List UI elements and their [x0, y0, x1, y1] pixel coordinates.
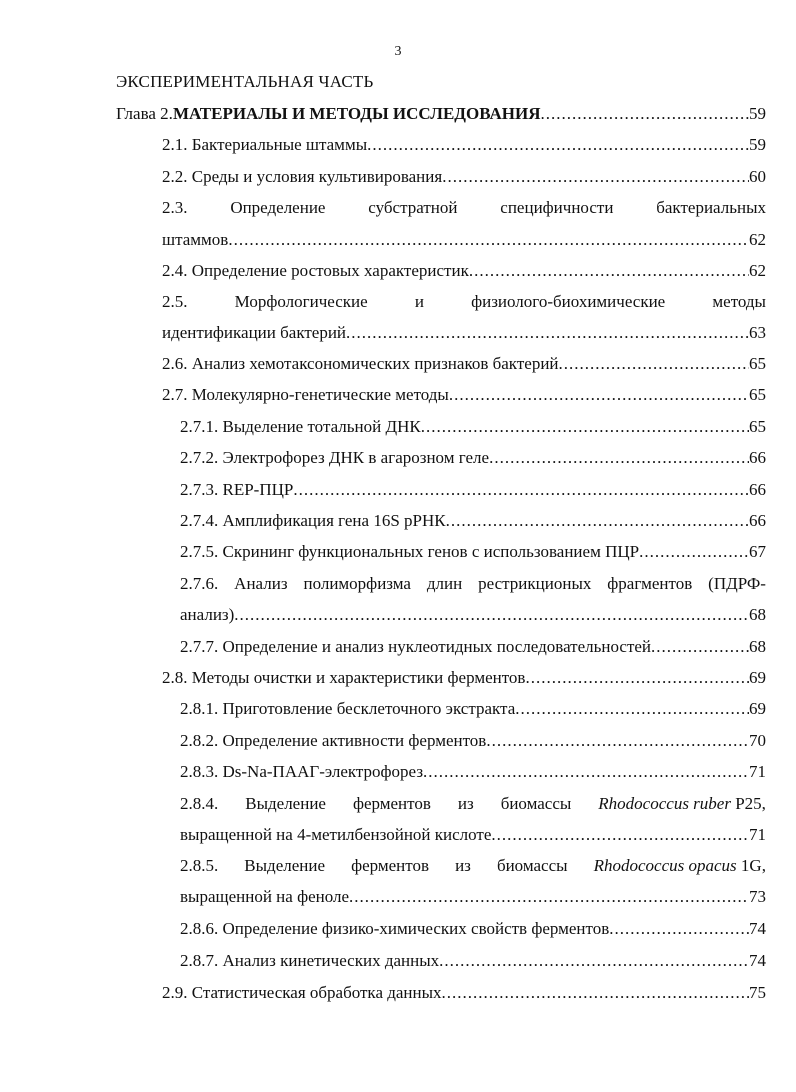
strain-name: P25, [730, 794, 766, 813]
chapter-prefix: Глава 2. [116, 104, 173, 123]
toc-word: Выделение [244, 856, 326, 875]
toc-page-number: 62 [749, 230, 766, 249]
toc-entry-text: 2.7.5. Скрининг функциональных генов с использованием ПЦР [180, 542, 640, 561]
organism-name: Rhodococcus opacus [593, 856, 737, 875]
toc-word: 2.8.5. [180, 856, 219, 875]
toc-page-number: 63 [749, 323, 766, 342]
toc-word: (ПДРФ- [708, 574, 766, 593]
toc-word-group [594, 851, 766, 881]
toc-entry-2-8-3[interactable] [180, 757, 766, 787]
leader-dots [449, 380, 749, 410]
toc-word: субстратной [368, 198, 458, 217]
toc-entry-text: 2.8.6. Определение физико-химических свойств ферментов [180, 919, 610, 938]
leader-dots [423, 757, 749, 787]
leader-dots [442, 978, 749, 1008]
toc-word: Определение [230, 198, 326, 217]
toc-page-number: 68 [749, 637, 766, 656]
toc-entry-text: 2.7.1. Выделение тотальной ДНК [180, 417, 421, 436]
toc-entry-2-3-line1[interactable] [162, 193, 766, 223]
leader-dots [609, 914, 749, 944]
chapter-title: МАТЕРИАЛЫ И МЕТОДЫ ИССЛЕДОВАНИЯ [172, 104, 541, 123]
toc-entry-text: 2.6. Анализ хемотаксономических признаков бактерий [162, 354, 559, 373]
toc-word: бактериальных [656, 198, 766, 217]
toc-word: из [457, 794, 474, 813]
toc-chapter-2[interactable] [116, 99, 766, 129]
toc-entry-2-8-5-line1[interactable] [180, 851, 766, 881]
toc-page-number: 69 [749, 699, 766, 718]
section-heading: ЭКСПЕРИМЕНТАЛЬНАЯ ЧАСТЬ [116, 72, 374, 91]
organism-name: Rhodococcus ruber [598, 794, 731, 813]
toc-entry-2-7-1[interactable] [180, 412, 766, 442]
toc-entry-2-7-5[interactable] [180, 537, 766, 567]
toc-entry-2-8-4-line1[interactable] [180, 789, 766, 819]
toc-page-number: 62 [749, 261, 766, 280]
leader-dots [515, 694, 749, 724]
toc-page-number: 69 [749, 668, 766, 687]
toc-page-number: 67 [749, 542, 766, 561]
toc-word: ферментов [352, 794, 431, 813]
toc-entry-text: идентификации бактерий [162, 323, 347, 342]
toc-entry-2-7-2[interactable] [180, 443, 766, 473]
leader-dots [469, 256, 749, 286]
toc-page-number: 74 [749, 919, 766, 938]
toc-entry-2-9[interactable] [162, 978, 766, 1008]
toc-entry-2-4[interactable] [162, 256, 766, 286]
toc-entry-2-8-7[interactable] [180, 946, 766, 976]
toc-word: специфичности [500, 198, 614, 217]
toc-entry-2-7-7[interactable] [180, 632, 766, 662]
leader-dots [651, 632, 749, 662]
leader-dots [446, 506, 749, 536]
strain-name: 1G, [736, 856, 766, 875]
toc-entry-2-7-4[interactable] [180, 506, 766, 536]
leader-dots [439, 946, 749, 976]
toc-entry-2-8-5-line2[interactable] [180, 882, 766, 912]
toc-entry-2-8-1[interactable] [180, 694, 766, 724]
toc-entry-text: 2.2. Среды и условия культивирования [162, 167, 443, 186]
toc-entry-text: 2.7.4. Амплификация гена 16S рРНК [180, 511, 446, 530]
leader-dots [486, 726, 749, 756]
toc-page-number: 65 [749, 385, 766, 404]
toc-page-number: 59 [749, 135, 766, 154]
toc-entry-text: 2.8.7. Анализ кинетических данных [180, 951, 440, 970]
toc-entry-2-8-4-line2[interactable] [180, 820, 766, 850]
toc-entry-text: штаммов [162, 230, 229, 249]
toc-page-number: 65 [749, 417, 766, 436]
toc-page-number: 59 [749, 104, 766, 123]
leader-dots [442, 162, 749, 192]
toc-word: ферментов [351, 856, 430, 875]
toc-entry-text: 2.8.3. Ds-Na-ПААГ-электрофорез [180, 762, 424, 781]
toc-entry-text: 2.7.3. REP-ПЦР [180, 480, 294, 499]
toc-entry-2-1[interactable] [162, 130, 766, 160]
toc-word: 2.8.4. [180, 794, 219, 813]
toc-entry-2-8[interactable] [162, 663, 766, 693]
toc-entry-2-5-line1[interactable] [162, 287, 766, 317]
toc-word: 2.3. [162, 198, 188, 217]
leader-dots [293, 475, 749, 505]
toc-page-number: 66 [749, 448, 766, 467]
toc-entry-text: 2.7.2. Электрофорез ДНК в агарозном геле [180, 448, 490, 467]
toc-word-group [598, 789, 766, 819]
toc-page-number: 65 [749, 354, 766, 373]
toc-page-number: 70 [749, 731, 766, 750]
toc-entry-2-6[interactable] [162, 349, 766, 379]
toc-word: рестрикционых [478, 574, 592, 593]
toc-page-number: 71 [749, 762, 766, 781]
toc-entry-text: 2.4. Определение ростовых характеристик [162, 261, 469, 280]
toc-entry-2-7[interactable] [162, 380, 766, 410]
toc-word: методы [712, 292, 766, 311]
toc-entry-text: 2.8.2. Определение активности ферментов [180, 731, 487, 750]
leader-dots [559, 349, 749, 379]
leader-dots [346, 318, 749, 348]
leader-dots [491, 820, 749, 850]
toc-page-number: 66 [749, 480, 766, 499]
toc-word: биомассы [500, 794, 572, 813]
toc-entry-2-7-3[interactable] [180, 475, 766, 505]
toc-entry-2-8-6[interactable] [180, 914, 766, 944]
toc-page-number: 74 [749, 951, 766, 970]
leader-dots [367, 130, 749, 160]
toc-entry-text: 2.1. Бактериальные штаммы [162, 135, 368, 154]
toc-page-number: 60 [749, 167, 766, 186]
toc-entry-text: 2.7. Молекулярно-генетические методы [162, 385, 449, 404]
toc-word: 2.7.6. [180, 574, 219, 593]
toc-word: физиолого-биохимические [471, 292, 666, 311]
toc-entry-text: выращенной на феноле [180, 887, 350, 906]
toc-word: Выделение [245, 794, 326, 813]
toc-word: полиморфизма [303, 574, 411, 593]
toc-entry-2-5-line2[interactable] [162, 318, 766, 348]
toc-word: длин [426, 574, 463, 593]
toc-entry-2-7-6-line2[interactable] [180, 600, 766, 630]
leader-dots [234, 600, 749, 630]
toc-word: из [455, 856, 471, 875]
toc-page-number: 66 [749, 511, 766, 530]
toc-word: фрагментов [607, 574, 693, 593]
toc-entry-text: анализ) [180, 605, 235, 624]
toc-entry-text: 2.8.1. Приготовление бесклеточного экстракта [180, 699, 516, 718]
toc-entry-2-7-6-line1[interactable] [180, 569, 766, 599]
toc-page-number: 73 [749, 887, 766, 906]
leader-dots [639, 537, 749, 567]
leader-dots [349, 882, 749, 912]
page-number: 3 [394, 44, 402, 59]
leader-dots [489, 443, 749, 473]
toc-entry-text: 2.8. Методы очистки и характеристики ферментов [162, 668, 526, 687]
toc-entry-text: 2.9. Статистическая обработка данных [162, 983, 442, 1002]
toc-entry-text: выращенной на 4-метилбензойной кислоте [180, 825, 492, 844]
toc-word: и [414, 292, 424, 311]
leader-dots [525, 663, 749, 693]
toc-word: биомассы [496, 856, 568, 875]
toc-word: Морфологические [234, 292, 368, 311]
toc-word: 2.5. [162, 292, 188, 311]
toc-word: Анализ [234, 574, 288, 593]
toc-entry-2-3-line2[interactable] [162, 225, 766, 255]
toc-entry-text: 2.7.7. Определение и анализ нуклеотидных последовательностей [180, 637, 652, 656]
toc-page-number: 71 [749, 825, 766, 844]
toc-entry-2-8-2[interactable] [180, 726, 766, 756]
toc-page-number: 68 [749, 605, 766, 624]
leader-dots [540, 99, 749, 129]
toc-entry-2-2[interactable] [162, 162, 766, 192]
leader-dots [228, 225, 749, 255]
toc-page-number: 75 [749, 983, 766, 1002]
leader-dots [421, 412, 749, 442]
